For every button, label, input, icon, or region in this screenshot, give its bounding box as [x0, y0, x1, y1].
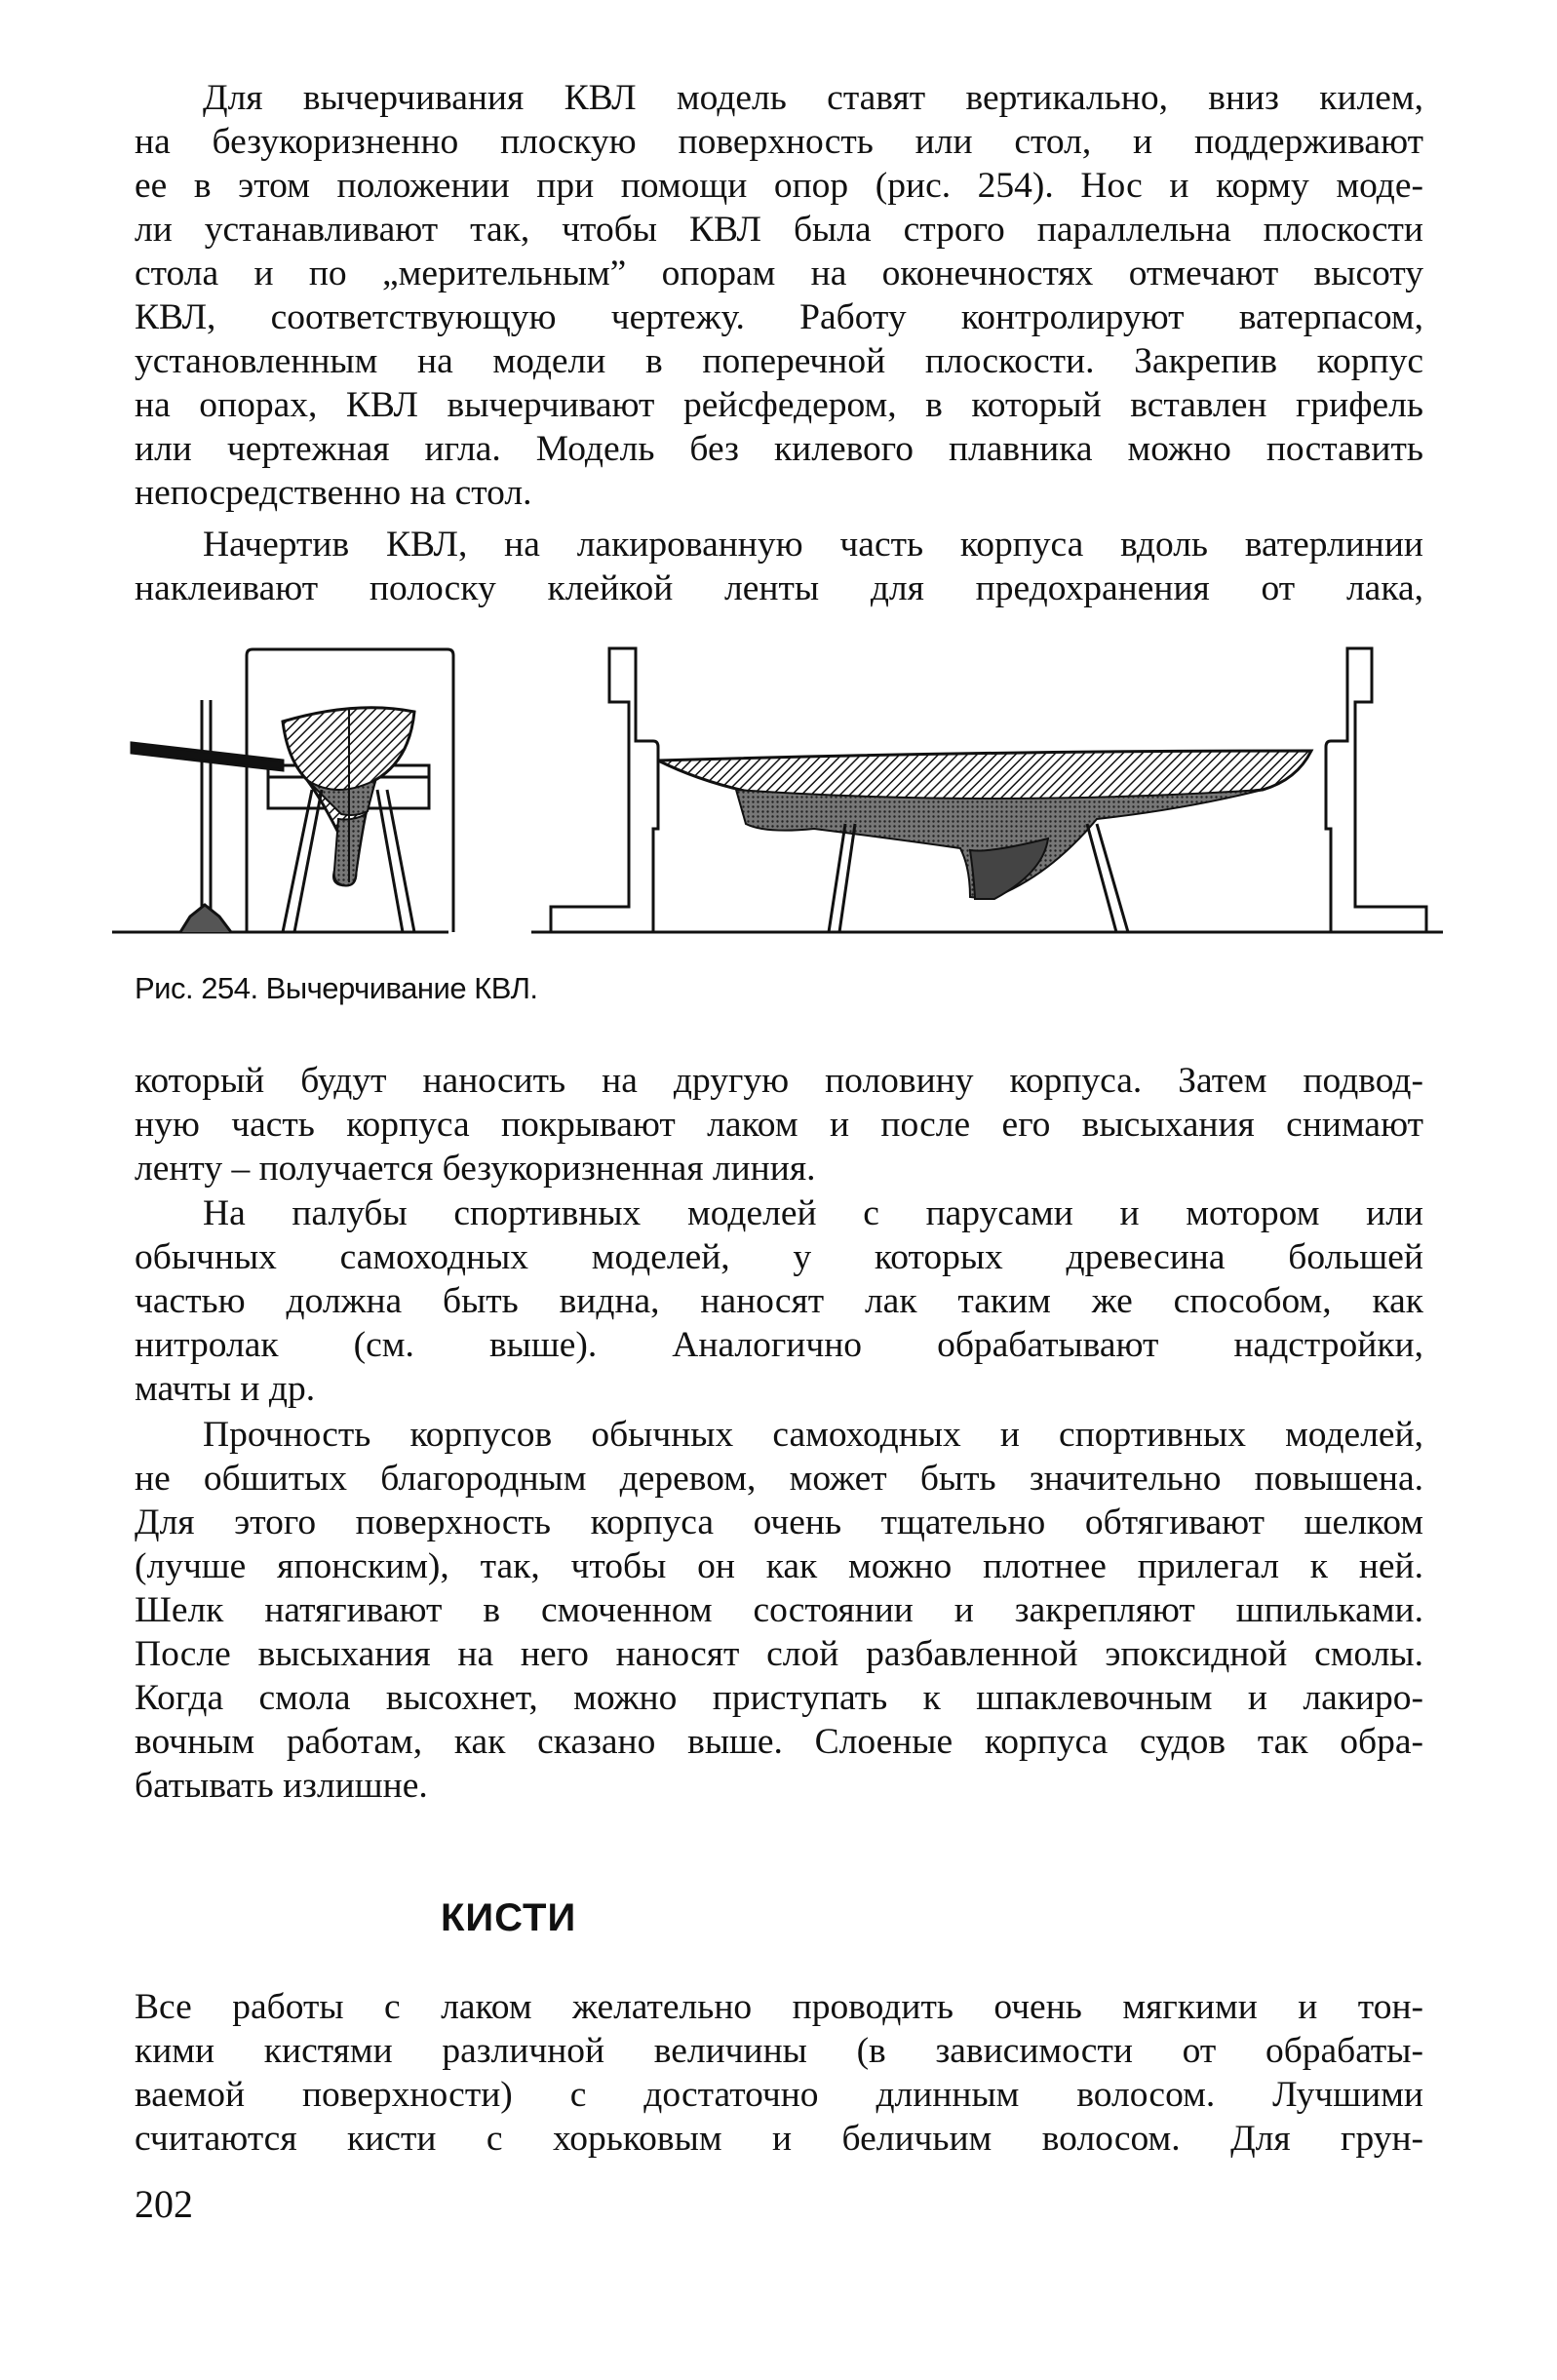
paragraph-4 [135, 1191, 1423, 1411]
text-line: батывать излишне. [135, 1766, 428, 1806]
text-line: считаются кисти с хорьковым и беличьим волосом. Для грун- [135, 2119, 1423, 2159]
text-line: или чертежная игла. Модель без килевого плавника можно поставить [135, 429, 1423, 469]
paragraph-3 [135, 1059, 1423, 1190]
text-line: мачты и др. [135, 1369, 316, 1409]
text-line: КВЛ, соответствующую чертежу. Работу контролируют ватерпасом, [135, 297, 1423, 337]
text-line: После высыхания на него наносят слой разбавленной эпоксидной смолы. [135, 1634, 1423, 1674]
text-line: частью должна быть видна, наносят лак таким же способом, как [135, 1281, 1423, 1321]
text-line: Все работы с лаком желательно проводить очень мягкими и тон- [135, 1987, 1423, 2027]
page-number: 202 [135, 2182, 193, 2226]
text-line: нитролак (см. выше). Аналогично обрабатывают надстройки, [135, 1325, 1423, 1365]
text-line: на безукоризненно плоскую поверхность или стол, и поддерживают [135, 122, 1423, 162]
figure-caption: Рис. 254. Вычерчивание КВЛ. [135, 971, 538, 1005]
section-heading: КИСТИ [441, 1896, 577, 1939]
text-line: установленным на модели в поперечной плоскости. Закрепив корпус [135, 341, 1423, 381]
text-line: Для этого поверхность корпуса очень тщательно обтягивают шелком [135, 1502, 1423, 1542]
text-line: кими кистями различной величины (в зависимости от обрабаты- [135, 2031, 1423, 2071]
text-line: Начертив КВЛ, на лакированную часть корпуса вдоль ватерлинии [203, 525, 1423, 565]
text-line: ее в этом положении при помощи опор (рис. 254). Нос и корму моде- [135, 166, 1423, 206]
text-line: На палубы спортивных моделей с парусами и мотором или [203, 1193, 1423, 1233]
text-line: (лучше японским), так, чтобы он как можно плотнее прилегал к ней. [135, 1546, 1423, 1586]
text-line: ваемой поверхности) с достаточно длинным волосом. Лучшими [135, 2075, 1423, 2115]
text-line: Прочность корпусов обычных самоходных и спортивных моделей, [203, 1415, 1423, 1455]
paragraph-5 [135, 1413, 1423, 1808]
text-line: стола и по „мерительным” опорам на оконечностях отмечают высоту [135, 254, 1423, 293]
paragraph-1 [135, 76, 1423, 515]
text-line: Когда смола высохнет, можно приступать к шпаклевочным и лакиро- [135, 1678, 1423, 1718]
paragraph-2 [135, 523, 1423, 610]
text-line: вочным работам, как сказано выше. Слоеные корпуса судов так обра- [135, 1722, 1423, 1762]
figure-254 [112, 644, 1443, 956]
text-line: непосредственно на стол. [135, 473, 532, 513]
text-line: который будут наносить на другую половину корпуса. Затем подвод- [135, 1061, 1423, 1101]
waterline-drawing-illustration [112, 644, 1443, 956]
paragraph-6 [135, 1985, 1423, 2161]
text-line: ли устанавливают так, чтобы КВЛ была строго параллельна плоскости [135, 210, 1423, 250]
text-line: не обшитых благородным деревом, может быть значительно повышена. [135, 1459, 1423, 1499]
text-line: Шелк натягивают в смоченном состоянии и закрепляют шпильками. [135, 1590, 1423, 1630]
text-line: на опорах, КВЛ вычерчивают рейсфедером, в который вставлен грифель [135, 385, 1423, 425]
text-line: ленту – получается безукоризненная линия. [135, 1149, 816, 1189]
text-line: ную часть корпуса покрывают лаком и после его высыхания снимают [135, 1105, 1423, 1145]
text-line: наклеивают полоску клейкой ленты для предохранения от лака, [135, 568, 1423, 608]
text-line: Для вычерчивания КВЛ модель ставят вертикально, вниз килем, [203, 78, 1423, 118]
text-line: обычных самоходных моделей, у которых древесина большей [135, 1237, 1423, 1277]
